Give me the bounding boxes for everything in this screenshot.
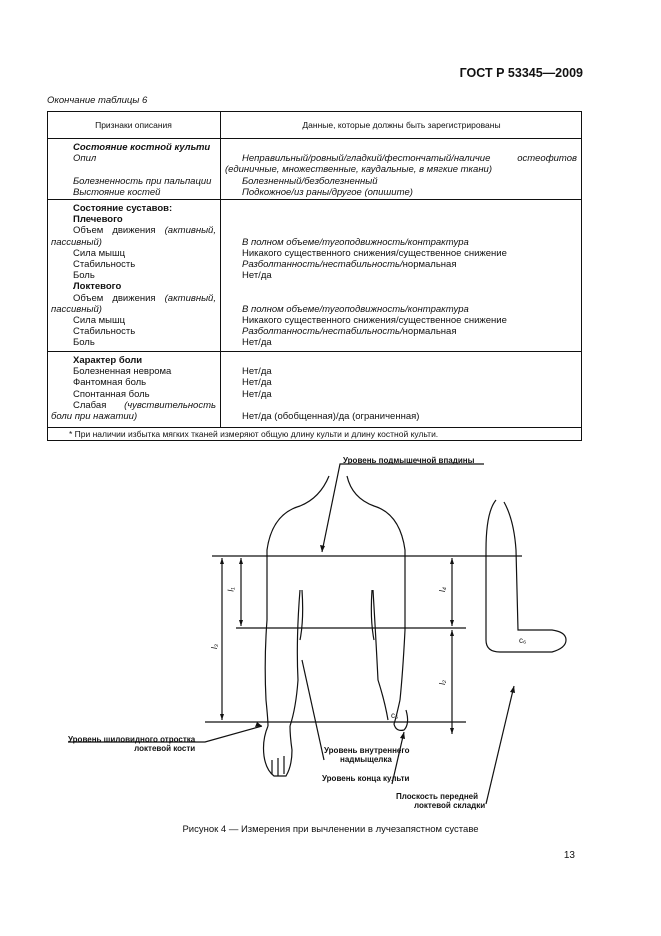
section-title: Характер боли xyxy=(73,355,143,366)
sideview-outline xyxy=(486,500,566,652)
subsection-shoulder: Плечевого xyxy=(73,214,123,226)
attribute-label: Болезненность при пальпации xyxy=(73,175,212,187)
value-row: Разболтанность/нестабильность/нормальная xyxy=(242,326,457,338)
arm-inner-right xyxy=(373,590,388,720)
subsection-elbow: Локтевого xyxy=(73,281,122,293)
attribute-label: пассивный) xyxy=(51,236,102,248)
label-styloid-level: Уровень шиловидного отростка локтевой кости xyxy=(68,735,196,753)
attribute-label: Опил xyxy=(73,153,97,165)
attribute-label: Стабильность xyxy=(73,326,136,338)
dim-arrows xyxy=(220,558,454,734)
table-6 xyxy=(47,111,582,441)
finger-lines xyxy=(272,756,284,776)
dim-label-l2: l₂ xyxy=(437,680,447,685)
column-divider xyxy=(220,111,221,427)
body-outline-right xyxy=(347,476,405,700)
label-elbow-plane: Плоскость передней локтевой складки xyxy=(396,792,486,810)
attribute-label: Сила мышц xyxy=(73,247,126,259)
row-divider xyxy=(47,427,582,428)
column-header-attributes: Признаки описания xyxy=(95,119,172,130)
column-header-data: Данные, которые должны быть зарегистрированы xyxy=(302,119,501,130)
attribute-label: Слабая (чувствительность xyxy=(73,399,216,411)
row-divider xyxy=(47,199,582,200)
value-text: Нет/да xyxy=(242,388,272,400)
dim-label-l3: l₃ xyxy=(209,644,219,649)
leader-epicondyle xyxy=(302,660,324,760)
section-joints-values xyxy=(242,203,577,348)
row-divider xyxy=(47,138,582,139)
value-text: В полном объеме/тугоподвижность/контрактура xyxy=(242,303,469,315)
value-row xyxy=(225,153,577,164)
section-title: Состояние костной культи xyxy=(73,142,211,153)
dim-label-c6-left: c₆ xyxy=(391,711,399,720)
value-text: остеофитов xyxy=(517,153,577,165)
label-epicondyle-level: Уровень внутреннего надмыщелка xyxy=(324,746,410,764)
value-text: (единичные, множественные, каудальные, в мягкие ткани) xyxy=(225,164,493,176)
value-text: Нет/да xyxy=(242,366,272,378)
value-text: Нет/да xyxy=(242,270,272,282)
attribute-label: пассивный) xyxy=(51,303,102,315)
section-pain-values xyxy=(242,355,577,422)
value-text: Нет/да xyxy=(242,337,272,349)
value-text: Нет/да (обобщенная)/да (ограниченная) xyxy=(242,410,420,422)
attribute-label: Боль xyxy=(73,270,95,282)
table-footnote: * При наличии избытка мягких тканей измеряют общую длину культи и длину костной культи. xyxy=(69,429,439,439)
value-text: В полном объеме/тугоподвижность/контрактура xyxy=(242,236,469,248)
attribute-label: Сила мышц xyxy=(73,314,126,326)
trunk-line xyxy=(300,590,303,640)
attribute-label: Стабильность xyxy=(73,258,136,270)
attribute-label: Выстояние костей xyxy=(73,186,161,198)
section-bone-stump xyxy=(51,142,219,198)
value-text: Подкожное/из раны/другое (опишите) xyxy=(242,186,413,198)
page-number: 13 xyxy=(563,850,575,861)
label-axilla-level: Уровень подмышечной впадины xyxy=(343,456,475,465)
section-title: Состояние суставов: xyxy=(73,203,173,214)
label-stump-end-level: Уровень конца культи xyxy=(322,774,410,783)
value-text: Никакого существенного снижения/существенное снижение xyxy=(242,247,507,259)
dim-label-l1: l₁ xyxy=(226,587,236,592)
value-text: Неправильный/ровный/гладкий/фестончатый/наличие xyxy=(242,153,491,165)
leader-plane xyxy=(486,686,514,804)
section-pain xyxy=(51,355,216,422)
arm-inner-left xyxy=(290,590,300,726)
document-code: ГОСТ Р 53345—2009 xyxy=(459,66,583,80)
attribute-label: Объем движения (активный, xyxy=(73,292,216,304)
table-continuation-label: Окончание таблицы 6 xyxy=(47,95,148,106)
attribute-label: Боль xyxy=(73,337,95,349)
row-divider xyxy=(47,351,582,352)
value-text: Никакого существенного снижения/существенное снижение xyxy=(242,314,507,326)
value-row: Разболтанность/нестабильность/нормальная xyxy=(242,258,457,270)
section-joints xyxy=(51,203,216,348)
attribute-label: Спонтанная боль xyxy=(73,388,150,400)
value-text: Болезненный/безболезненный xyxy=(242,175,378,187)
section-bone-stump-values xyxy=(225,142,577,198)
dim-label-c6-right: c₆ xyxy=(519,636,527,645)
attribute-label: Фантомная боль xyxy=(73,377,147,389)
value-text: Нет/да xyxy=(242,377,272,389)
dim-label-l4: l₄ xyxy=(437,587,447,592)
attribute-label: Болезненная неврома xyxy=(73,366,172,378)
attribute-label: боли при нажатии) xyxy=(51,410,138,422)
attribute-label: Объем движения (активный, xyxy=(73,225,216,237)
figure-caption: Рисунок 4 — Измерения при вычленении в лучезапястном суставе xyxy=(182,824,479,835)
